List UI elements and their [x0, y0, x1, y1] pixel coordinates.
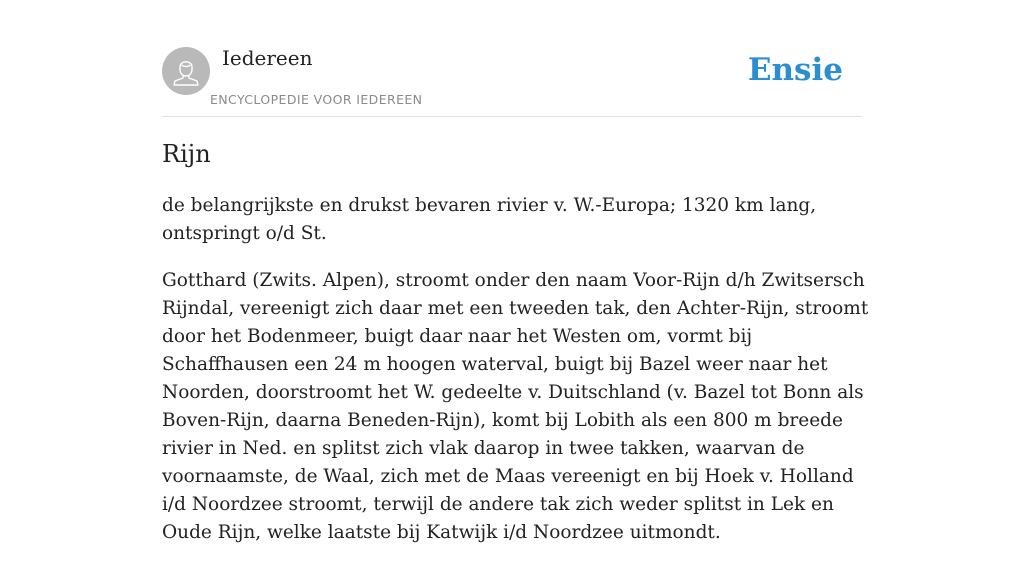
header	[162, 46, 862, 117]
brand-logo[interactable]: Ensie	[747, 52, 843, 88]
author-name[interactable]: Iedereen	[222, 46, 313, 70]
article-paragraph: Gotthard (Zwits. Alpen), stroomt onder den naam Voor-Rijn d/h Zwitsersch Rijndal, vereenigt zich daar met een tweeden tak, den Achter-Rijn, stroomt door het Bodenmeer, buigt daar naar het Westen om, vormt bij Schaffhausen een 24 m hoogen waterval, buigt bij Bazel weer naar het Noorden, doorstroomt het W. gedeelte v. Duitschland (v. Bazel tot Bonn als Boven-Rijn, daarna Beneden-Rijn), komt bij Lobith als een 800 m breede rivier in Ned. en splitst zich vlak daarop in twee takken, waarvan de voornaamste, de Waal, zich met de Maas vereenigt en bij Hoek v. Holland i/d Noordzee stroomt, terwijl de andere tak zich weder splitst in Lek en Oude Rijn, welke laatste bij Katwijk i/d Noordzee uitmondt.	[162, 270, 869, 543]
author-avatar[interactable]	[162, 47, 210, 95]
user-silhouette-icon	[162, 47, 210, 95]
author-subtitle: ENCYCLOPEDIE VOOR IEDEREEN	[210, 92, 423, 107]
article-title: Rijn	[162, 140, 211, 168]
article-body	[162, 192, 874, 566]
article-paragraph: de belangrijkste en drukst bevaren rivier v. W.-Europa; 1320 km lang, ontspringt o/d St.	[162, 195, 817, 244]
